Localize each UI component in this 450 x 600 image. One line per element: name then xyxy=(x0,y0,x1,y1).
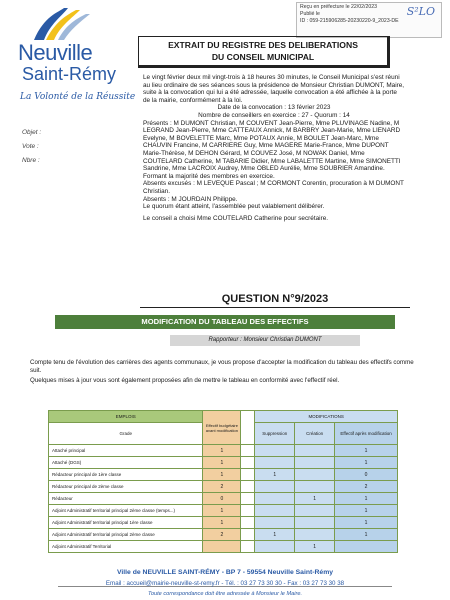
row-spacer xyxy=(241,445,255,457)
header-creation: Création xyxy=(295,423,335,445)
footer-correspondence: Toute correspondance doit être adressée à Monsieur le Maire. xyxy=(147,591,303,597)
title-line2: DU CONSEIL MUNICIPAL xyxy=(211,52,315,62)
row-apres: 0 xyxy=(335,469,398,481)
row-suppression xyxy=(255,517,295,529)
header-spacer xyxy=(241,411,255,445)
quorum-note: Le quorum étant atteint, l'assemblée peut valablement délibérer. xyxy=(143,203,325,211)
update-paragraph: Quelques mises à jour vous sont également proposées afin de mettre le tableau en conformité avec l'effectif réel. xyxy=(30,377,340,384)
majority-note: Formant la majorité des membres en exercice. xyxy=(143,172,275,180)
row-grade: Attaché principal xyxy=(49,445,203,457)
table-row xyxy=(49,493,398,505)
row-suppression xyxy=(255,505,295,517)
row-spacer xyxy=(241,541,255,553)
row-suppression: 1 xyxy=(255,469,295,481)
row-creation xyxy=(295,469,335,481)
row-apres: 1 xyxy=(335,505,398,517)
margin-labels xyxy=(22,126,41,168)
row-suppression xyxy=(255,541,295,553)
prefecture-stamp xyxy=(296,2,442,38)
logo-motto: La Volonté de la Réussite xyxy=(20,92,136,102)
title-line1: EXTRAIT DU REGISTRE DES DELIBERATIONS xyxy=(168,40,358,50)
register-title xyxy=(138,36,390,68)
row-avant: 1 xyxy=(203,445,241,457)
logo-town-line1: Neuville xyxy=(18,40,93,65)
row-grade: Adjoint Administratif Territorial xyxy=(49,541,203,553)
town-logo xyxy=(14,6,134,118)
proposal-paragraph: Compte tenu de l'évolution des carrières des agents communaux, je vous propose d'accepter la modification du tableau des effectifs comme suit. xyxy=(30,359,414,374)
table-row xyxy=(49,481,398,493)
row-spacer xyxy=(241,517,255,529)
row-spacer xyxy=(241,469,255,481)
table-row xyxy=(49,469,398,481)
row-suppression xyxy=(255,493,295,505)
row-grade: Rédacteur principal de 1ère classe xyxy=(49,469,203,481)
row-spacer xyxy=(241,505,255,517)
row-spacer xyxy=(241,457,255,469)
stamp-received: Reçu en préfecture le 22/02/2023 xyxy=(300,4,378,10)
intro-paragraph: Le vingt février deux mil vingt-trois à 18 heures 30 minutes, le Conseil Municipal s'est réuni au lieu ordinaire de ses séances sous la présidence de Monsieur Christian DUMONT, Maire, suite à la convocation qui lui a été adressée, laquelle convocation a été affichée à la porte de la mairie, conformément à la loi. xyxy=(143,74,405,104)
rapporteur-label: Rapporteur : Monsieur Christian DUMONT xyxy=(170,335,360,346)
question-number: QUESTION N°9/2023 xyxy=(140,293,410,308)
row-grade: Rédacteur principal de 2ème classe xyxy=(49,481,203,493)
row-grade: Adjoint Administratif territorial principal 2ème classe (temps...) xyxy=(49,505,203,517)
header-emplois: EMPLOIS xyxy=(49,411,203,423)
row-suppression xyxy=(255,457,295,469)
row-creation xyxy=(295,505,335,517)
label-nbre: Nbre : xyxy=(22,157,40,164)
header-suppression: Suppression xyxy=(255,423,295,445)
logo-town-line2: Saint-Rémy xyxy=(22,64,117,84)
row-apres: 1 xyxy=(335,457,398,469)
row-avant: 1 xyxy=(203,469,241,481)
row-grade: Adjoint Administratif territorial principal 2ème classe xyxy=(49,529,203,541)
row-avant: 1 xyxy=(203,505,241,517)
header-modifications: MODIFICATIONS xyxy=(255,411,398,423)
label-objet: Objet : xyxy=(22,129,42,136)
row-avant xyxy=(203,541,241,553)
stamp-id: ID : 059-215906285-20230220-9_2023-DE xyxy=(300,18,399,24)
label-vote: Vote : xyxy=(22,143,39,150)
table-row xyxy=(49,529,398,541)
stamp-published: Publié le xyxy=(300,11,320,17)
row-suppression xyxy=(255,445,295,457)
row-creation: 1 xyxy=(295,493,335,505)
convocation-date: Date de la convocation : 13 février 2023 xyxy=(217,104,331,112)
row-apres: 2 xyxy=(335,481,398,493)
row-apres: 1 xyxy=(335,529,398,541)
row-avant: 1 xyxy=(203,517,241,529)
row-creation xyxy=(295,457,335,469)
excused-members: Absents excusés : M LEVEQUE Pascal ; M CORMONT Corentin, procuration à M DUMONT Christian. xyxy=(143,180,404,195)
row-spacer xyxy=(241,493,255,505)
stamp-signature-mark: S²LO xyxy=(406,5,435,18)
row-creation xyxy=(295,481,335,493)
row-grade: Adjoint Administratif territorial principal 1ère classe xyxy=(49,517,203,529)
row-apres: 1 xyxy=(335,493,398,505)
row-apres: 1 xyxy=(335,517,398,529)
staffing-table xyxy=(48,410,398,553)
header-grade: Grade xyxy=(49,423,203,445)
row-creation: 1 xyxy=(295,541,335,553)
table-row xyxy=(49,541,398,553)
footer-address: Ville de NEUVILLE SAINT-RÉMY - BP 7 - 59554 Neuville Saint-Rémy xyxy=(116,569,334,576)
table-row xyxy=(49,517,398,529)
present-members: Présents : M DUMONT Christian, M COUVENT Jean-Pierre, Mme PLUVINAGE Nadine, M LEGRAND Jean-Pierre, Mme CATTEAUX Annick, M BARBRY Jean-Marie, Mme LIENARD Evelyne, M BOVELETTE Marc, Mme POTAUX Annie, M BOULET Jean-Marc, Mme CHAUVIN Francine, M CARRIERE Guy, Mme MAGERE Marie-France, Mme DUPONT Marie-Thérèse, M DEHON Gérard, M COUVEZ José, M NOWAK Daniel, Mme COUTELARD Catherine, M TABARIE Didier, Mme LABALETTE Martine, Mme SIMONETTI Sandrine, Mme LACROIX Audrey, Mme OBLED Aurélie, Mme SOUBRIER Amandine. xyxy=(143,119,401,173)
deliberation-body xyxy=(143,74,405,222)
row-creation xyxy=(295,529,335,541)
secretary-note: Le conseil a choisi Mme COUTELARD Catherine pour secrétaire. xyxy=(143,214,329,222)
council-count: Nombre de conseillers en exercice : 27 - Quorum : 14 xyxy=(198,111,350,119)
row-spacer xyxy=(241,481,255,493)
header-apres: Effectif après modification xyxy=(335,423,398,445)
row-avant: 1 xyxy=(203,457,241,469)
row-avant: 0 xyxy=(203,493,241,505)
row-grade: Rédacteur xyxy=(49,493,203,505)
row-avant: 2 xyxy=(203,481,241,493)
row-grade: Attaché (DGS) xyxy=(49,457,203,469)
table-row xyxy=(49,505,398,517)
row-suppression xyxy=(255,481,295,493)
row-apres xyxy=(335,541,398,553)
row-creation xyxy=(295,517,335,529)
row-suppression: 1 xyxy=(255,529,295,541)
row-apres: 1 xyxy=(335,445,398,457)
row-avant: 2 xyxy=(203,529,241,541)
row-creation xyxy=(295,445,335,457)
header-effectif-avant: Effectif budgétaire avant modification xyxy=(203,411,241,445)
footer-contact: Email : accueil@mairie-neuville-st-remy.fr - Tél. : 03 27 73 30 30 - Fax : 03 27 73 30 38 xyxy=(105,580,345,587)
table-row xyxy=(49,445,398,457)
subject-banner: MODIFICATION DU TABLEAU DES EFFECTIFS xyxy=(55,315,395,329)
table-row xyxy=(49,457,398,469)
absent-members: Absents : M JOURDAIN Philippe. xyxy=(143,195,238,203)
row-spacer xyxy=(241,529,255,541)
